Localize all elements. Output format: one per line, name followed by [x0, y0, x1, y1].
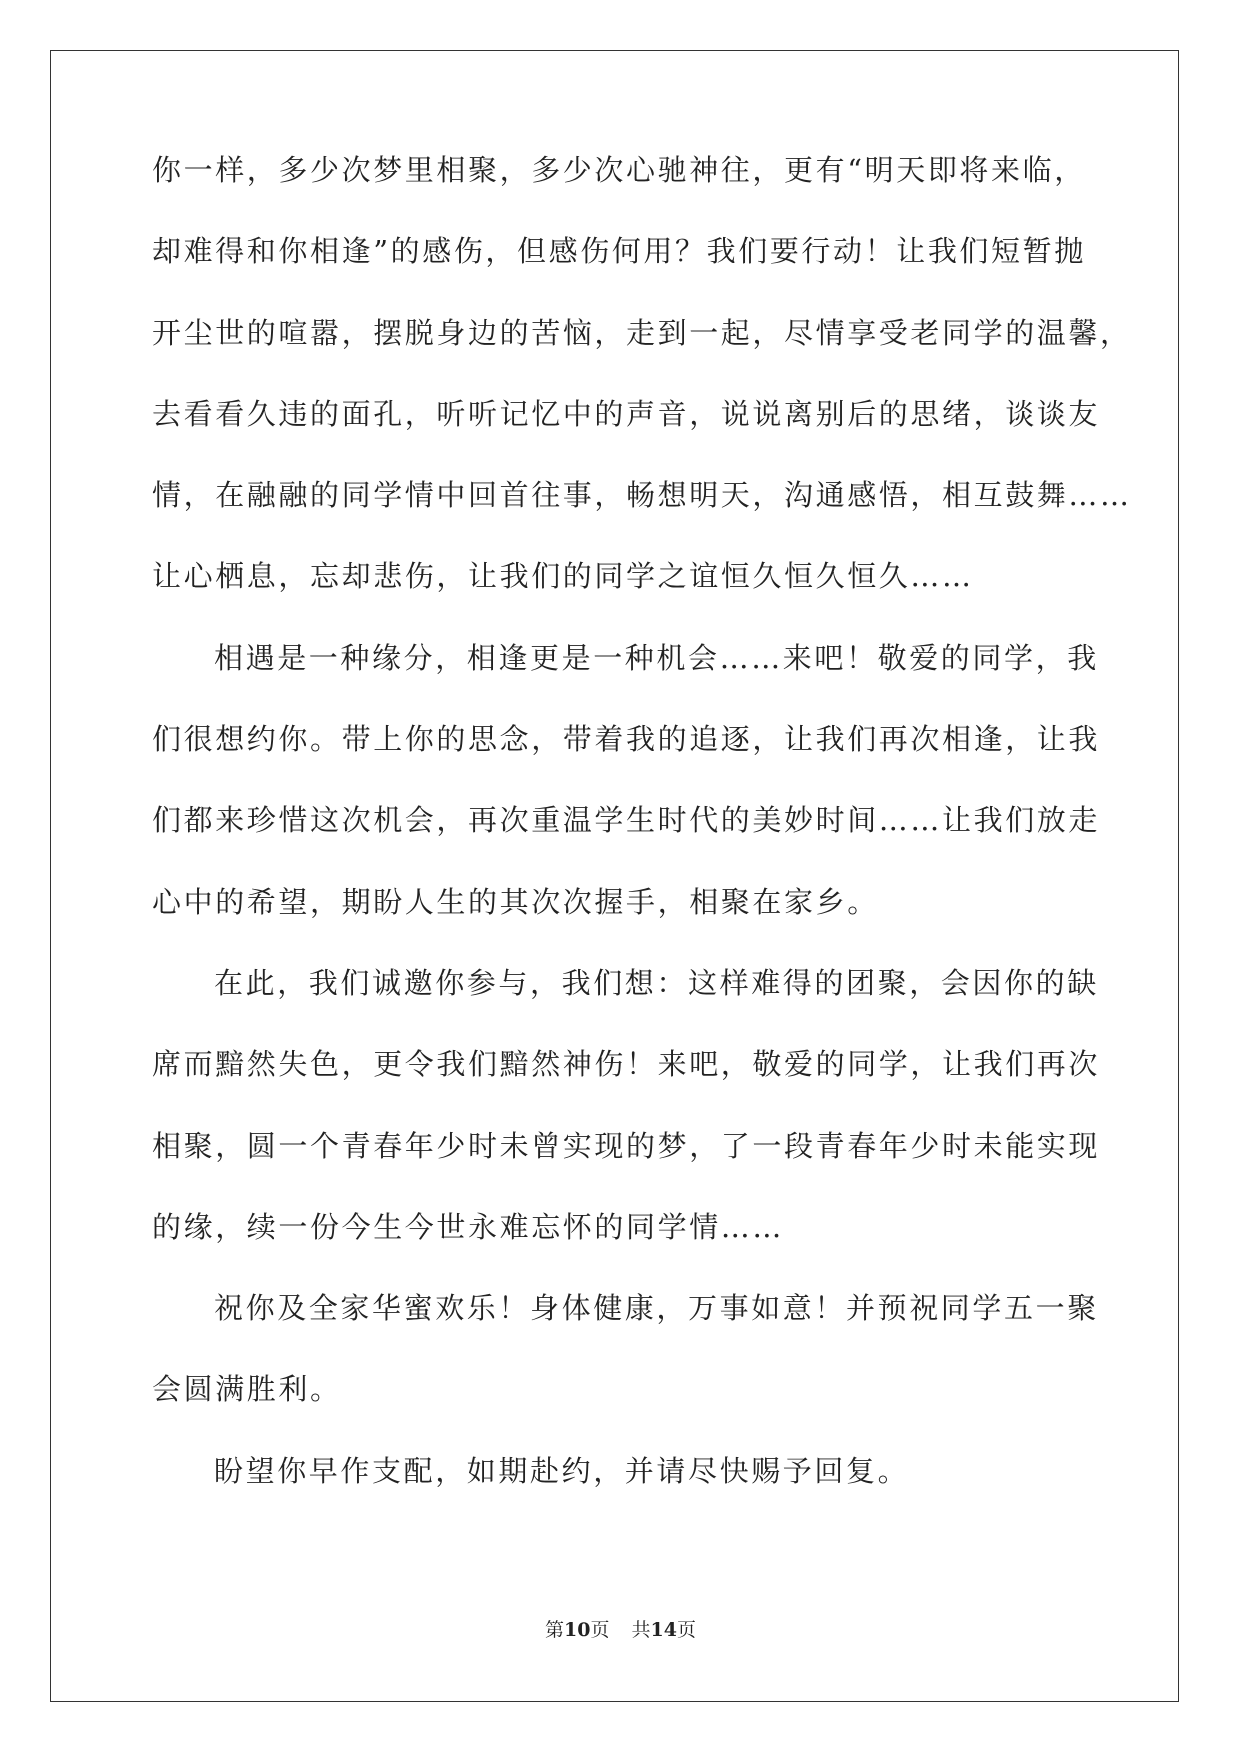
- text-line: 情，在融融的同学情中回首往事，畅想明天，沟通感悟，相互鼓舞……: [152, 478, 1132, 513]
- text-line: 却难得和你相逢”的感伤，但感伤何用？我们要行动！让我们短暂抛: [152, 234, 1086, 269]
- document-body: [152, 150, 1132, 1532]
- text-line: 席而黯然失色，更令我们黯然神伤！来吧，敬爱的同学，让我们再次: [152, 1047, 1101, 1082]
- text-line: 开尘世的喧嚣，摆脱身边的苦恼，走到一起，尽情享受老同学的温馨，: [152, 315, 1132, 350]
- text-line: 你一样，多少次梦里相聚，多少次心驰神往，更有“明天即将来临，: [152, 153, 1086, 187]
- text-line: 盼望你早作支配，如期赴约，并请尽快赐予回复。: [214, 1453, 910, 1488]
- total-prefix: 共: [631, 1619, 651, 1641]
- total-suffix: 页: [676, 1619, 696, 1641]
- text-line: 心中的希望，期盼人生的其次次握手，相聚在家乡。: [152, 884, 879, 919]
- text-line: 祝你及全家华蜜欢乐！身体健康，万事如意！并预祝同学五一聚: [214, 1291, 1099, 1326]
- text-line: 们都来珍惜这次机会，再次重温学生时代的美妙时间……让我们放走: [152, 803, 1101, 838]
- text-line: 们很想约你。带上你的思念，带着我的追逐，让我们再次相逢，让我: [152, 722, 1101, 757]
- text-line: 相聚，圆一个青春年少时未曾实现的梦，了一段青春年少时未能实现: [152, 1128, 1101, 1163]
- text-line: 的缘，续一份今生今世永难忘怀的同学情……: [152, 1209, 785, 1244]
- page-prefix: 第: [545, 1619, 565, 1641]
- text-line: 去看看久违的面孔，听听记忆中的声音，说说离别后的思绪，谈谈友: [152, 396, 1101, 431]
- text-line: 相遇是一种缘分，相逢更是一种机会……来吧！敬爱的同学，我: [214, 640, 1099, 675]
- text-line: 让心栖息，忘却悲伤，让我们的同学之谊恒久恒久恒久……: [152, 559, 974, 594]
- page-number: 10: [564, 1619, 591, 1641]
- total-pages: 14: [650, 1619, 677, 1641]
- text-line: 在此，我们诚邀你参与，我们想：这样难得的团聚，会因你的缺: [214, 965, 1099, 1000]
- page-footer: [0, 1615, 1241, 1642]
- text-line: 会圆满胜利。: [152, 1372, 342, 1407]
- page-suffix: 页: [590, 1619, 610, 1641]
